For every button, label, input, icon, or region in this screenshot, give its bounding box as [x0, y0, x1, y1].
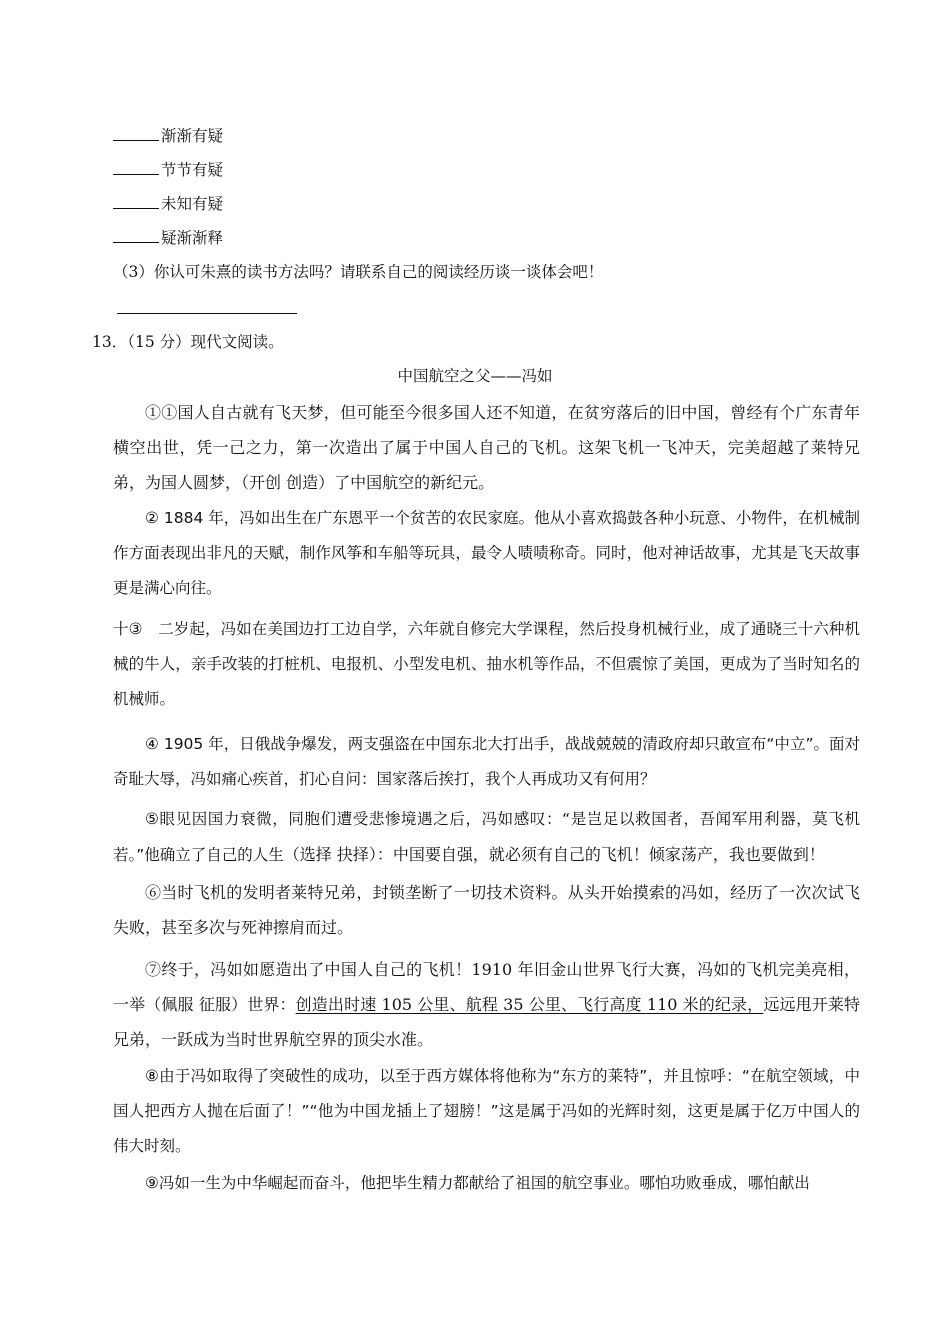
- blank-label: 渐渐有疑: [161, 127, 224, 145]
- answer-blank[interactable]: [113, 193, 159, 209]
- paragraph-2: ② 1884 年，冯如出生在广东恩平一个贫苦的农民家庭。他从小喜欢捣鼓各种小玩意、小物件，在机械制作方面表现出非凡的天赋，制作风筝和车船等玩具，最令人啧啧称奇。同时，他对神话故事，尤其是飞天故事更是满心向往。: [113, 509, 860, 597]
- answer-blank[interactable]: [113, 227, 159, 243]
- paragraph-5: [113, 801, 860, 873]
- paragraph-7: [113, 952, 860, 1057]
- answer-line[interactable]: [117, 313, 297, 314]
- paragraph-6: ⑥当时飞机的发明者莱特兄弟，封锁垄断了一切技术资料。从头开始摸索的冯如，经历了一次次试飞失败，甚至多次与死神擦肩而过。: [113, 883, 860, 937]
- paragraph-9: ⑨冯如一生为中华崛起而奋斗，他把毕生精力都献给了祖国的航空事业。哪怕功败垂成，哪怕献出: [145, 1174, 810, 1192]
- blank-label: 疑渐渐释: [161, 229, 224, 247]
- question-3: （3）你认可朱熹的读书方法吗？请联系自己的阅读经历谈一谈体会吧！: [113, 263, 604, 281]
- question-score: （15 分）现代文阅读。: [127, 333, 284, 351]
- blank-label: 未知有疑: [161, 195, 224, 213]
- paragraph-5-part-a: ⑤眼见因国力衰微，同胞们遭受悲惨境遇之后，冯如感叹：“是岂足以救国者，吾闻军用利器，莫飞机若。”他确立了自己的人生: [113, 810, 860, 864]
- fill-blank-row: [113, 125, 223, 147]
- blank-label: 节节有疑: [161, 161, 224, 179]
- fill-blank-row: [113, 227, 223, 249]
- underlined-sentence: 创造出时速 105 公里、航程 35 公里、飞行高度 110 米的纪录，: [295, 995, 764, 1014]
- fill-blank-row: [113, 193, 223, 215]
- paragraph-4: ④ 1905 年，日俄战争爆发，两支强盗在中国东北大打出手，战战兢兢的清政府却只敢宣布“中立”。面对奇耻大辱，冯如痛心疾首，扪心自问：国家落后挨打，我个人再成功又有何用？: [113, 735, 860, 788]
- fill-blank-row: [113, 159, 223, 181]
- article-title: 中国航空之父——冯如: [397, 367, 553, 385]
- paragraph-5-part-b: （选择 抉择）：中国要自强，就必须有自己的飞机！倾家荡产，我也要做到！: [283, 845, 825, 864]
- question-number: 13．: [92, 333, 128, 351]
- paragraph-1: ①①国人自古就有飞天梦，但可能至今很多国人还不知道，在贫穷落后的旧中国，曾经有个广东青年横空出世，凭一己之力，第一次造出了属于中国人自己的飞机。这架飞机一飞冲天，完美超越了莱特兄弟，为国人圆梦，（开创 创造）了中国航空的新纪元。: [113, 403, 860, 492]
- answer-blank[interactable]: [113, 125, 159, 141]
- paragraph-7-part-a: ⑦终于，冯如如愿造出了中国人自己的飞机！1910 年旧金山世界飞行大赛，冯如的飞机完美亮相，一举（佩服 征服）世界：: [113, 960, 860, 1014]
- paragraph-8: ⑧由于冯如取得了突破性的成功，以至于西方媒体将他称为“东方的莱特”，并且惊呼：“在航空领域，中国人把西方人抛在后面了！”“他为中国龙插上了翅膀！”这是属于冯如的光辉时刻，这更是属于亿万中国人的伟大时刻。: [113, 1067, 860, 1155]
- question-13-header: [92, 331, 284, 353]
- paragraph-3: 十③ 二岁起，冯如在美国边打工边自学，六年就自修完大学课程，然后投身机械行业，成了通晓三十六种机械的牛人，亲手改装的打桩机、电报机、小型发电机、抽水机等作品，不但震惊了美国，更成为了当时知名的机械师。: [113, 620, 860, 708]
- answer-blank[interactable]: [113, 159, 159, 175]
- paragraph-7-part-b: 远远甩开莱特兄弟，一跃成为当时世界航空界的顶尖水准。: [113, 995, 860, 1049]
